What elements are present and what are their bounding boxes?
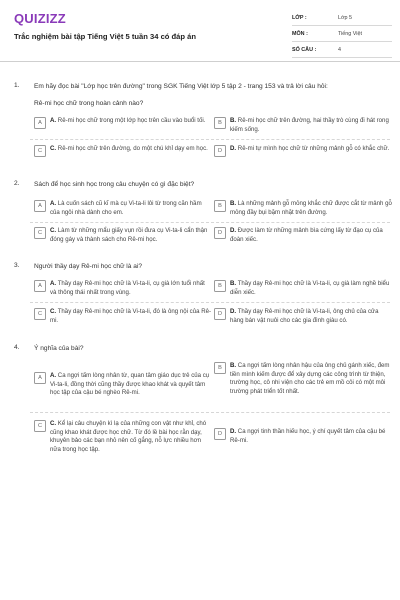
option-label: A. — [50, 280, 57, 287]
option-divider — [30, 222, 390, 223]
option-text: Kể lại câu chuyện kì lạ của những con vật như khỉ, chó cũng khao khát được học chữ. Từ đó lề bài học rằn dạy, khuyên bảo các bạn nhỏ nên cố gắng, nỗ lực nhiều hơn nữa trong học tập. — [50, 420, 207, 453]
option-label: B. — [230, 280, 237, 287]
quizizz-logo: QUIZIZZ — [14, 11, 66, 26]
option-label: C. — [50, 227, 57, 234]
option-divider — [30, 412, 390, 413]
option-label: C. — [50, 145, 57, 152]
option-text: Làm từ những mẩu giấy vụn rồi đưa cụ Vi-ta-li cẩn thận đóng gáy và thành sách cho Rê-mi học. — [50, 227, 208, 243]
option-letter-box: D — [214, 145, 226, 157]
meta-count-key: SỐ CÂU : — [292, 47, 317, 53]
option-label: C. — [50, 308, 57, 315]
option-text: Thầy dạy Rê-mi học chữ là Vi-ta-li, cụ già làm nghề biểu diễn xiếc. — [230, 280, 390, 296]
option-text: Ca ngợi tấm lòng nhân từ, quan tâm giáo dục trẻ của cụ Vi-ta-li, đồng thời cũng thầy được khao khát và quyết tâm học tập của cậu bé nghèo Rê-mi. — [50, 372, 210, 397]
worksheet-header — [0, 0, 400, 62]
option-text: Rê-mi học chữ trên đường, hai thầy trò cùng đi hát rong kiếm sống. — [230, 117, 389, 133]
option-letter-box: D — [214, 227, 226, 239]
option-text: Ca ngợi tinh thần hiếu học, ý chí quyết tâm của cậu bé Rê-mi. — [230, 428, 386, 444]
option-text: Thầy dạy Rê-mi học chữ là Vi-ta-li, cụ già lớn tuổi nhất và thông thái nhất trong vùng. — [50, 280, 205, 296]
question-text: Sách để học sinh học trong câu chuyện có gì đặc biệt? — [34, 181, 195, 188]
meta-subject-key: MÔN : — [292, 31, 308, 37]
option-label: D. — [230, 145, 237, 152]
option-text: Là những mảnh gỗ mỏng khắc chữ được cắt từ mảnh gỗ mỏng đầy bụi bặm nhặt trên đường. — [230, 200, 392, 216]
meta-class-key: LỚP : — [292, 15, 307, 21]
meta-class-value: Lớp 5 — [338, 15, 353, 21]
question-text: Người thầy dạy Rê-mi học chữ là ai? — [34, 263, 143, 270]
question-number: 3. — [14, 262, 20, 269]
option-label: D. — [230, 227, 237, 234]
option-label: B. — [230, 117, 237, 124]
option-letter-box: B — [214, 117, 226, 129]
option-label: C. — [50, 420, 57, 427]
option-label: B. — [230, 200, 237, 207]
option-letter-box: B — [214, 280, 226, 292]
option-divider — [30, 139, 390, 140]
question-number: 4. — [14, 344, 20, 351]
question-number: 1. — [14, 82, 20, 89]
meta-class-row — [292, 10, 392, 26]
option-text: Rê-mi học chữ trong một lớp học trên cầu vào buổi tối. — [57, 117, 206, 124]
worksheet-title: Trắc nghiệm bài tập Tiếng Việt 5 tuần 34 có đáp án — [14, 32, 197, 41]
option-text: Ca ngợi tấm lòng nhân hậu của ông chủ gánh xiếc, đem tiền mình kiếm được để xây dựng các công trình từ thiện, trường học, cô nhi viện cho các trẻ em mồ côi có một môi trường phát triển tốt nhất. — [230, 362, 390, 395]
option-text: Được làm từ những mảnh bìa cứng lấy từ đạo cụ của đoàn xiếc. — [230, 227, 383, 243]
worksheet-meta — [292, 10, 392, 58]
option-letter-box: D — [214, 428, 226, 440]
option-letter-box: A — [34, 372, 46, 384]
option-letter-box: B — [214, 200, 226, 212]
option-text: Rê-mi tự mình học chữ từ những mảnh gỗ có khắc chữ. — [237, 145, 390, 152]
question-text: Em hãy đọc bài "Lớp học trên đường" trong SGK Tiếng Việt lớp 5 tập 2 - trang 153 và trả lời câu hỏi: — [34, 83, 328, 90]
option-letter-box: C — [34, 308, 46, 320]
meta-count-value: 4 — [338, 47, 341, 53]
option-label: A. — [50, 200, 57, 207]
option-label: A. — [50, 117, 57, 124]
option-text: Là cuốn sách cũ kĩ mà cụ Vi-ta-li lôi từ trong căn hầm của ngôi nhà dành cho em. — [50, 200, 202, 216]
question-subtext: Rê-mi học chữ trong hoàn cảnh nào? — [34, 100, 144, 107]
option-letter-box: A — [34, 200, 46, 212]
option-text: Rê-mi học chữ trên đường, do một chú khỉ dạy em học. — [57, 145, 208, 152]
meta-subject-value: Tiếng Việt — [338, 31, 362, 37]
option-letter-box: D — [214, 308, 226, 320]
question-number: 2. — [14, 180, 20, 187]
option-letter-box: C — [34, 420, 46, 432]
option-letter-box: A — [34, 117, 46, 129]
meta-subject-row — [292, 26, 392, 42]
meta-count-row — [292, 42, 392, 58]
option-letter-box: C — [34, 145, 46, 157]
option-label: D. — [230, 308, 237, 315]
option-letter-box: B — [214, 362, 226, 374]
option-letter-box: A — [34, 280, 46, 292]
option-label: D. — [230, 428, 237, 435]
question-text: Ý nghĩa của bài? — [34, 345, 84, 352]
option-letter-box: C — [34, 227, 46, 239]
option-divider — [30, 302, 390, 303]
option-text: Thầy dạy Rê-mi học chữ là Vi-ta-li, ông chủ của cửa hàng bán vật nuôi cho các gia đình giàu có. — [230, 308, 379, 324]
option-label: A. — [50, 372, 57, 379]
option-label: B. — [230, 362, 237, 369]
option-text: Thầy dạy Rê-mi học chữ là Vi-ta-li, đó là ông nội của Rê-mi. — [50, 308, 212, 324]
